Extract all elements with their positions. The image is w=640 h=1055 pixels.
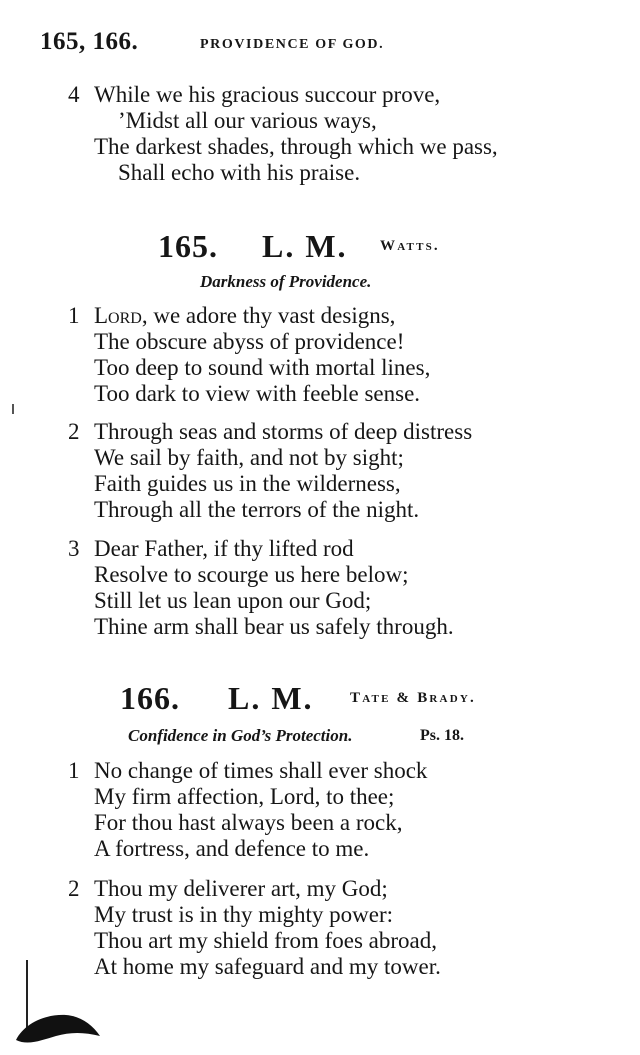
verse-line: Thine arm shall bear us safely through.: [94, 614, 454, 639]
hymn-subtitle: Darkness of Providence.: [200, 272, 372, 291]
verse-line: For thou hast always been a rock,: [94, 810, 403, 835]
verse-line: The darkest shades, through which we pass,: [94, 134, 498, 159]
hymn-number: 166.: [120, 680, 180, 716]
verse-number: 4: [68, 82, 80, 107]
hymn-author: Watts.: [380, 238, 440, 254]
page-numbers: 165, 166.: [40, 28, 139, 55]
scan-mark: [12, 404, 14, 414]
verse-line: Thou my deliverer art, my God;: [94, 876, 388, 901]
verse-number: 2: [68, 419, 80, 444]
verse-line: Too dark to view with feeble sense.: [94, 381, 421, 406]
ink-blot: [14, 1010, 104, 1050]
verse-line: While we his gracious succour prove,: [94, 82, 441, 107]
verse-line: ’Midst all our various ways,: [118, 108, 377, 133]
verse-line: No change of times shall ever shock: [94, 758, 428, 783]
verse-line: Too deep to sound with mortal lines,: [94, 355, 431, 380]
verse-line: Resolve to scourge us here below;: [94, 562, 409, 587]
first-line-rest: we adore thy vast designs,: [147, 303, 396, 328]
hymn-number: 165.: [158, 228, 218, 264]
hymn-subtitle: Confidence in God’s Protection.: [128, 726, 353, 745]
verse-line: The obscure abyss of providence!: [94, 329, 405, 354]
verse-line: At home my safeguard and my tower.: [94, 954, 441, 979]
verse-line: [94, 303, 395, 329]
hymn-165-heading: [0, 228, 640, 268]
verse-number: 1: [68, 303, 80, 328]
verse-line: Shall echo with his praise.: [118, 160, 361, 185]
verse-number: 1: [68, 758, 80, 783]
verse-line: Through seas and storms of deep distress: [94, 419, 473, 444]
verse-line: My firm affection, Lord, to thee;: [94, 784, 395, 809]
verse-number: 3: [68, 536, 80, 561]
verse-line: Still let us lean upon our God;: [94, 588, 372, 613]
running-head: [40, 28, 600, 58]
scripture-reference: Ps. 18.: [420, 727, 464, 744]
hymn-meter: L. M.: [228, 680, 314, 716]
verse-line: We sail by faith, and not by sight;: [94, 445, 404, 470]
verse-line: Thou art my shield from foes abroad,: [94, 928, 437, 953]
running-title: PROVIDENCE OF GOD.: [200, 37, 385, 52]
verse-line: A fortress, and defence to me.: [94, 836, 370, 861]
verse-line: Dear Father, if thy lifted rod: [94, 536, 354, 561]
verse-line: My trust is in thy mighty power:: [94, 902, 393, 927]
verse-line: Through all the terrors of the night.: [94, 497, 420, 522]
hymn-author: Tate & Brady.: [350, 690, 476, 706]
verse-line: Faith guides us in the wilderness,: [94, 471, 401, 496]
first-word-small-caps: Lord,: [94, 303, 148, 328]
verse-number: 2: [68, 876, 80, 901]
hymn-meter: L. M.: [262, 228, 348, 264]
hymn-166-heading: [0, 680, 640, 720]
